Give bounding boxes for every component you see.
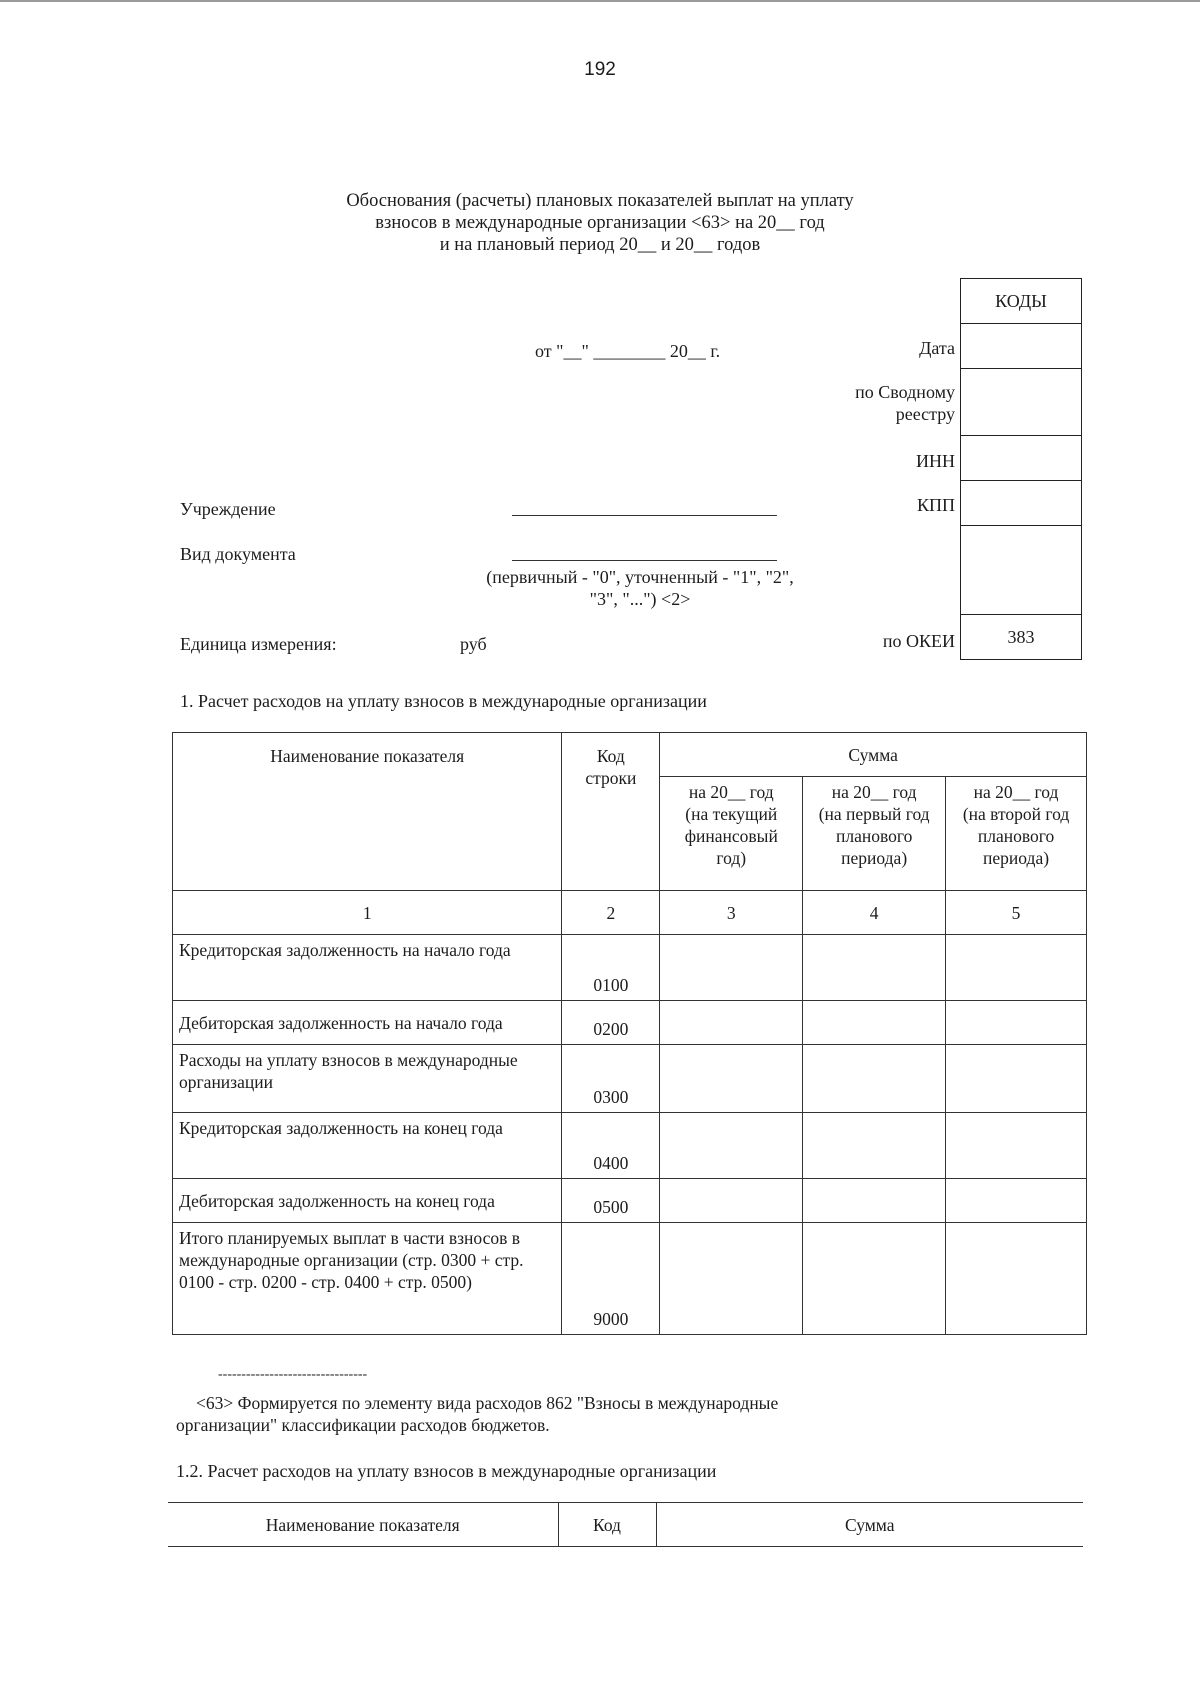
row-name: Итого планируемых выплат в части взносов в международные организации (стр. 0300 + стр. 0100 - стр. 0200 - стр. 0400 + стр. 0500) [173, 1223, 562, 1335]
header-year-current [660, 777, 803, 891]
code-kpp-cell[interactable] [961, 481, 1082, 526]
date-line: от "__" ________ 20__ г. [535, 341, 721, 361]
header-name: Наименование показателя [173, 733, 562, 891]
label-registry-line-2: реестру [895, 404, 955, 424]
footnote-line-2: организации" классификации расходов бюджетов. [176, 1415, 550, 1435]
value-cell[interactable] [660, 1223, 803, 1335]
s12-header-name: Наименование показателя [168, 1503, 558, 1547]
row-name: Кредиторская задолженность на конец года [173, 1113, 562, 1179]
row-code: 0400 [562, 1113, 660, 1179]
doc-type-hint [440, 566, 840, 610]
value-cell[interactable] [803, 1045, 946, 1113]
doc-type-hint-line-2: "3", "...") <2> [589, 589, 691, 609]
year-current-line-2: (на текущий [685, 804, 778, 824]
header-code-line-1: Код [596, 746, 625, 766]
row-name: Расходы на уплату взносов в международные организации [173, 1045, 562, 1113]
title-line-3: и на плановый период 20__ и 20__ годов [439, 235, 761, 255]
footnote [176, 1392, 1016, 1436]
table-row [173, 1223, 1087, 1335]
unit-label: Единица измерения: [180, 634, 337, 654]
row-code: 9000 [562, 1223, 660, 1335]
row-code: 0100 [562, 935, 660, 1001]
doc-type-hint-line-1: (первичный - "0", уточненный - "1", "2", [486, 567, 794, 587]
label-inn: ИНН [916, 451, 955, 471]
row-code: 0500 [562, 1179, 660, 1223]
codes-title: КОДЫ [961, 279, 1082, 324]
value-cell[interactable] [946, 1179, 1087, 1223]
code-okei-cell: 383 [961, 615, 1082, 660]
table-row [173, 1113, 1087, 1179]
col-number-4: 4 [803, 891, 946, 935]
label-date: Дата [919, 338, 955, 358]
label-registry-line-1: по Сводному [855, 382, 955, 402]
col-number-1: 1 [173, 891, 562, 935]
footnote-line-1: <63> Формируется по элементу вида расходов 862 "Взносы в международные [196, 1393, 779, 1413]
footnote-separator: -------------------------------- [218, 1367, 368, 1382]
value-cell[interactable] [660, 1179, 803, 1223]
code-doc-type-cell[interactable] [961, 526, 1082, 615]
codes-table [960, 278, 1082, 660]
year-second-line-3: планового [977, 826, 1055, 846]
label-kpp: КПП [916, 495, 955, 515]
value-cell[interactable] [660, 1113, 803, 1179]
row-name: Кредиторская задолженность на начало года [173, 935, 562, 1001]
year-second-line-2: (на второй год [962, 804, 1070, 824]
code-registry-cell[interactable] [961, 369, 1082, 436]
code-date-cell[interactable] [961, 324, 1082, 369]
year-current-line-1: на 20__ год [688, 782, 774, 802]
row-code: 0300 [562, 1045, 660, 1113]
section12-heading: 1.2. Расчет расходов на уплату взносов в международные организации [176, 1461, 717, 1481]
table-row [173, 1001, 1087, 1045]
table-row [173, 1045, 1087, 1113]
unit-value: руб [460, 634, 487, 654]
value-cell[interactable] [946, 935, 1087, 1001]
title-line-2: взносов в международные организации <63> на 20__ год [375, 213, 825, 233]
value-cell[interactable] [946, 1113, 1087, 1179]
row-name: Дебиторская задолженность на конец года [173, 1179, 562, 1223]
header-sum: Сумма [660, 733, 1087, 777]
section1-table [172, 732, 1087, 1335]
doc-type-label: Вид документа [180, 544, 296, 564]
title-line-1: Обоснования (расчеты) плановых показателей выплат на уплату [346, 191, 854, 211]
institution-field[interactable] [512, 515, 777, 516]
s12-header-sum: Сумма [656, 1503, 1083, 1547]
scan-top-edge [0, 0, 1200, 2]
value-cell[interactable] [803, 1223, 946, 1335]
year-first-line-4: периода) [841, 848, 908, 868]
row-name: Дебиторская задолженность на начало года [173, 1001, 562, 1045]
year-second-line-4: периода) [983, 848, 1050, 868]
value-cell[interactable] [660, 1045, 803, 1113]
value-cell[interactable] [660, 935, 803, 1001]
label-okei: по ОКЕИ [882, 631, 955, 651]
value-cell[interactable] [946, 1001, 1087, 1045]
document-title [300, 190, 900, 256]
section1-heading: 1. Расчет расходов на уплату взносов в международные организации [180, 691, 707, 711]
value-cell[interactable] [660, 1001, 803, 1045]
label-registry [780, 381, 955, 425]
institution-label: Учреждение [180, 499, 276, 519]
table-row [173, 935, 1087, 1001]
page-number: 192 [584, 59, 616, 80]
year-current-line-4: год) [716, 848, 747, 868]
year-first-line-1: на 20__ год [831, 782, 917, 802]
table-row [173, 1179, 1087, 1223]
s12-header-code: Код [558, 1503, 656, 1547]
header-code [562, 733, 660, 891]
year-first-line-2: (на первый год [818, 804, 930, 824]
value-cell[interactable] [803, 1001, 946, 1045]
value-cell[interactable] [946, 1045, 1087, 1113]
section12-table [168, 1502, 1083, 1547]
col-number-3: 3 [660, 891, 803, 935]
code-inn-cell[interactable] [961, 436, 1082, 481]
year-current-line-3: финансовый [684, 826, 778, 846]
year-second-line-1: на 20__ год [973, 782, 1059, 802]
col-number-2: 2 [562, 891, 660, 935]
col-number-5: 5 [946, 891, 1087, 935]
value-cell[interactable] [946, 1223, 1087, 1335]
row-code: 0200 [562, 1001, 660, 1045]
value-cell[interactable] [803, 1113, 946, 1179]
value-cell[interactable] [803, 1179, 946, 1223]
doc-type-field[interactable] [512, 560, 777, 561]
year-first-line-3: планового [835, 826, 913, 846]
header-year-second [946, 777, 1087, 891]
value-cell[interactable] [803, 935, 946, 1001]
header-year-first [803, 777, 946, 891]
header-code-line-2: строки [585, 768, 637, 788]
